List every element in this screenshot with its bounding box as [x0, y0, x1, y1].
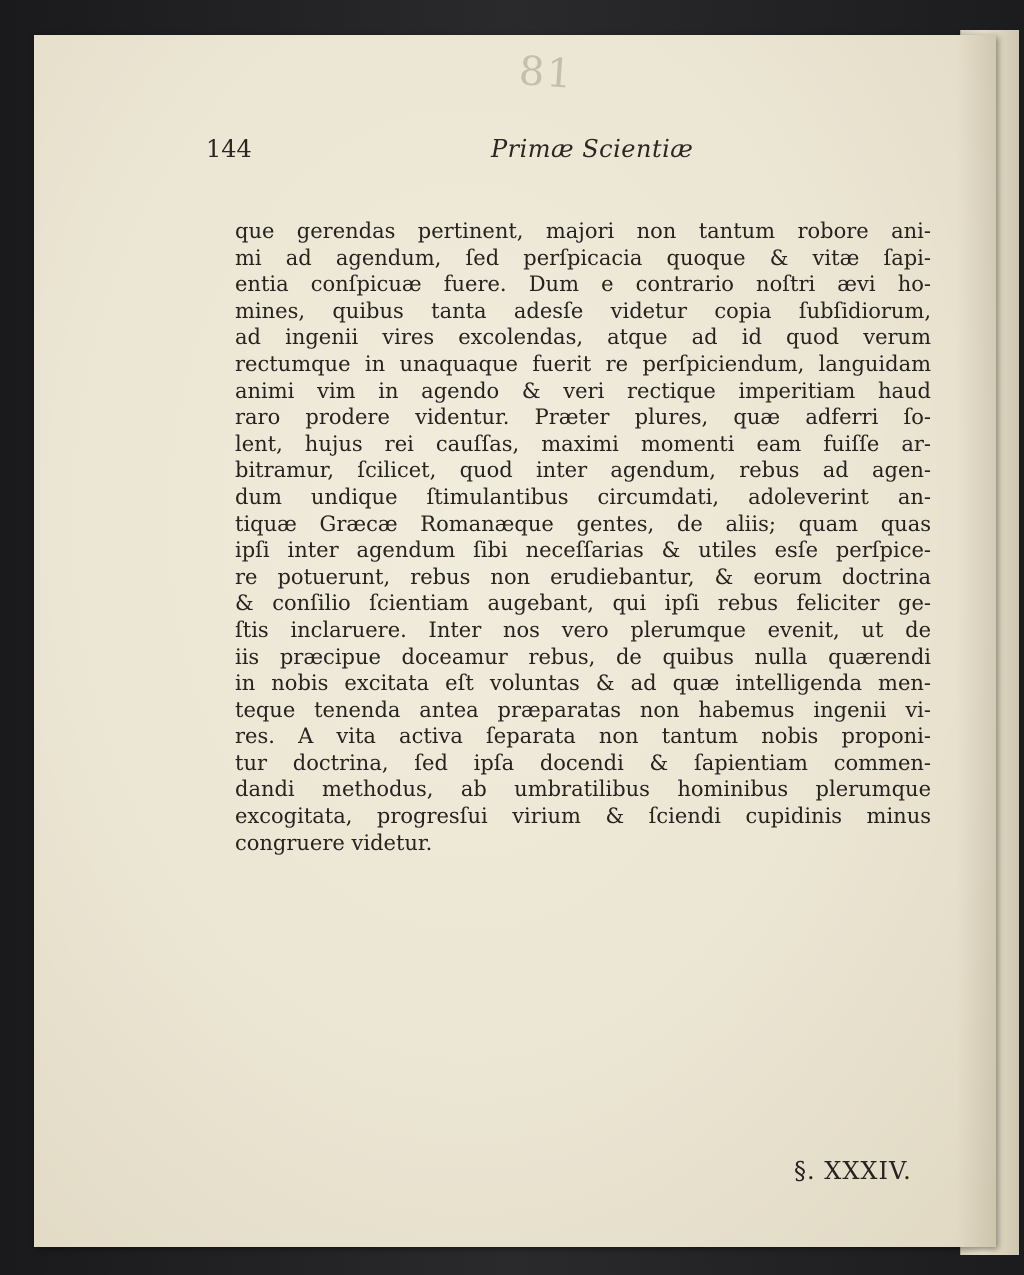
text-line: que gerendas pertinent, majori non tantum robore ani-: [235, 219, 931, 243]
text-line: ipſi inter agendum ſibi neceſſarias & utiles esſe perſpice-: [235, 538, 931, 563]
text-line: & conſilio ſcientiam augebant, qui ipſi rebus feliciter ge-: [235, 591, 931, 616]
text-line: excogitata, progresſui virium & ſciendi cupidinis minus: [235, 804, 931, 829]
text-line: congruere videtur.: [235, 830, 433, 855]
text-line: tiquæ Græcæ Romanæque gentes, de aliis; quam quas: [235, 511, 931, 536]
text-line: res. A vita activa ſeparata non tantum nobis proponi-: [235, 724, 931, 749]
page-header: [206, 135, 926, 175]
body-text: [235, 218, 931, 856]
text-line: entia conſpicuæ fuere. Dum e contrario noſtri ævi ho-: [235, 272, 931, 297]
running-head: Primæ Scientiæ: [491, 135, 694, 163]
text-line: bitramur, ſcilicet, quod inter agendum, rebus ad agen-: [235, 458, 931, 483]
text-line: in nobis excitata eſt voluntas & ad quæ intelligenda men-: [235, 671, 931, 696]
text-line: ſtis inclaruere. Inter nos vero plerumque evenit, ut de: [235, 617, 931, 642]
text-line: raro prodere videntur. Præter plures, quæ adferri ſo-: [235, 405, 931, 430]
text-line: dum undique ſtimulantibus circumdati, adoleverint an-: [235, 484, 931, 509]
text-line: mi ad agendum, ſed perſpicacia quoque & vitæ ſapi-: [235, 245, 931, 270]
text-line: rectumque in unaquaque fuerit re perſpiciendum, languidam: [235, 351, 931, 376]
handwritten-page-mark: 81: [517, 48, 576, 98]
text-line: ad ingenii vires excolendas, atque ad id quod verum: [235, 325, 931, 350]
text-line: dandi methodus, ab umbratilibus hominibus plerumque: [235, 777, 931, 802]
text-line: re potuerunt, rebus non erudiebantur, & eorum doctrina: [235, 564, 931, 589]
text-line: animi vim in agendo & veri rectique imperitiam haud: [235, 378, 931, 403]
text-line: tur doctrina, ſed ipſa docendi & ſapientiam commen-: [235, 750, 931, 775]
book-page: [34, 35, 996, 1247]
text-line: teque tenenda antea præparatas non habemus ingenii vi-: [235, 697, 931, 722]
catchword: §. XXXIV.: [794, 1157, 912, 1185]
page-number: 144: [206, 135, 252, 163]
text-line: iis præcipue doceamur rebus, de quibus nulla quærendi: [235, 644, 931, 669]
text-line: mines, quibus tanta adesſe videtur copia ſubſidiorum,: [235, 298, 931, 323]
text-line: lent, hujus rei cauſſas, maximi momenti eam fuiſſe ar-: [235, 431, 931, 456]
